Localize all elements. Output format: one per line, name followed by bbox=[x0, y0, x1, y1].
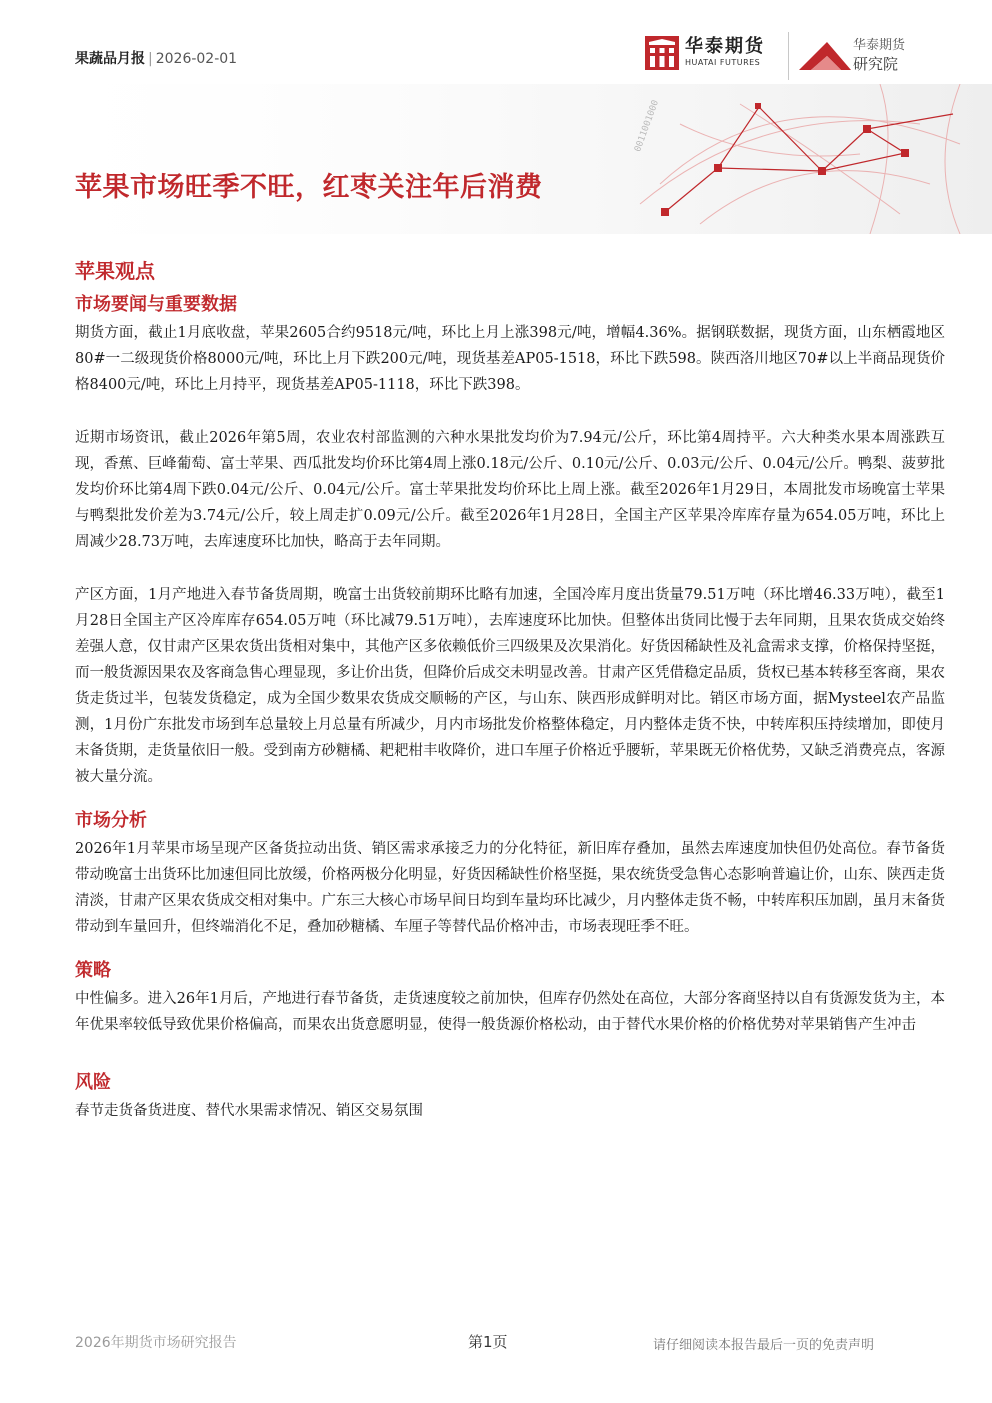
report-date: 2026-02-01 bbox=[155, 51, 238, 67]
brand-name-cn: 华泰期货 bbox=[685, 36, 765, 57]
subheading-risk: 风险 bbox=[75, 1072, 111, 1093]
svg-text:0011001000: 0011001000 bbox=[633, 98, 662, 154]
header-separator: | bbox=[148, 51, 153, 67]
institute-logo-icon bbox=[797, 36, 853, 76]
institute-main: 研究院 bbox=[853, 55, 899, 73]
paragraph-futures-spot: 期货方面，截止1月底收盘，苹果2605合约9518元/吨，环比上月上涨398元/吨，增幅4.36%。据钢联数据，现货方面，山东栖霞地区80#一二级现货价格8000元/吨，环比上月下跌200元/吨，现货基差AP05-1518，环比下跌598。陕西洛川地区70#以上半商品现货价格8400元/吨，环比上月持平，现货基差AP05-1118，环比下跌398。 bbox=[75, 325, 945, 393]
report-body bbox=[75, 256, 945, 1124]
page-number: 第1页 bbox=[468, 1333, 508, 1351]
banner-network-graphic bbox=[0, 84, 992, 234]
paragraph-production-area: 产区方面，1月产地进入春节备货周期，晚富士出货较前期环比略有加速，全国冷库月度出货量79.51万吨（环比增46.33万吨），截至1月28日全国主产区冷库库存654.05万吨（环比减79.51万吨），去库速度环比加快。但整体出货同比慢于去年同期，且果农货成交始终差强人意，仅甘肃产区果农货出货相对集中，其他产区多依赖低价三四级果及次果消化。好货因稀缺性及礼盒需求支撑，价格保持坚挺，而一般货源因果农及客商急售心理显现，多让价出货，但降价后成交未明显改善。甘肃产区凭借稳定品质，货权已基本转移至客商，果农货走货过半，包装发货稳定，成为全国少数果农货成交顺畅的产区，与山东、陕西形成鲜明对比。销区市场方面，据Mysteel农产品监测，1月份广东批发市场到车总量较上月总量有所减少，月内市场批发价格整体稳定，月内整体走货不快，中转库积压持续增加，即使月末备货期，走货量依旧一般。受到南方砂糖橘、耙耙柑丰收降价，进口车厘子价格近乎腰斩，苹果既无价格优势，又缺乏消费亮点，客源被大量分流。 bbox=[75, 587, 945, 785]
brand-name-en: HUATAI FUTURES bbox=[685, 58, 761, 67]
footer-report-name: 2026年期货市场研究报告 bbox=[75, 1335, 237, 1351]
huatai-logo bbox=[645, 36, 765, 70]
paragraph-risk: 春节走货备货进度、替代水果需求情况、销区交易氛围 bbox=[75, 1103, 423, 1119]
footer-disclaimer-note: 请仔细阅读本报告最后一页的免责声明 bbox=[653, 1338, 875, 1353]
section-heading-apple-view: 苹果观点 bbox=[75, 259, 155, 283]
paragraph-market-analysis: 2026年1月苹果市场呈现产区备货拉动出货、销区需求承接乏力的分化特征，新旧库存叠加，虽然去库速度加快但仍处高位。春节备货带动晚富士出货环比加速但同比放缓，价格两极分化明显，好货因稀缺性价格坚挺，果农统货受急售心态影响普遍让价，山东、陕西走货清淡，甘肃产区果农货成交相对集中。广东三大核心市场早间日均到车量均环比减少，月内整体走货不畅，中转库积压加剧，虽月末备货带动到车量回升，但终端消化不足，叠加砂糖橘、车厘子等替代品价格冲击，市场表现旺季不旺。 bbox=[75, 841, 945, 935]
logo-divider bbox=[788, 32, 789, 80]
subheading-strategy: 策略 bbox=[75, 960, 111, 981]
paragraph-strategy: 中性偏多。进入26年1月后，产地进行春节备货，走货速度较之前加快，但库存仍然处在高位，大部分客商坚持以自有货源发货为主，本年优果率较低导致优果价格偏高，而果农出货意愿明显，使得一般货源价格松动，由于替代水果价格的价格优势对苹果销售产生冲击 bbox=[75, 991, 945, 1033]
report-type: 果蔬品月报 bbox=[75, 51, 145, 67]
institute-sub: 华泰期货 bbox=[853, 38, 906, 53]
huatai-logo-icon bbox=[645, 36, 679, 70]
subheading-market-news: 市场要闻与重要数据 bbox=[75, 294, 237, 315]
subheading-market-analysis: 市场分析 bbox=[75, 810, 147, 831]
page-title: 苹果市场旺季不旺，红枣关注年后消费 bbox=[75, 172, 543, 203]
institute-logo bbox=[797, 36, 905, 76]
report-header bbox=[75, 48, 237, 68]
paragraph-market-info: 近期市场资讯，截止2026年第5周，农业农村部监测的六种水果批发均价为7.94元/公斤，环比第4周持平。六大种类水果本周涨跌互现，香蕉、巨峰葡萄、富士苹果、西瓜批发均价环比第4周上涨0.18元/公斤、0.10元/公斤、0.03元/公斤、0.04元/公斤。鸭梨、菠萝批发均价环比第4周下跌0.04元/公斤、0.04元/公斤。富士苹果批发均价环比上周上涨。截至2026年1月29日，本周批发市场晚富士苹果与鸭梨批发价差为3.74元/公斤，较上周走扩0.09元/公斤。截至2026年1月28日，全国主产区苹果冷库库存量为654.05万吨，环比上周减少28.73万吨，去库速度环比加快，略高于去年同期。 bbox=[75, 430, 945, 550]
